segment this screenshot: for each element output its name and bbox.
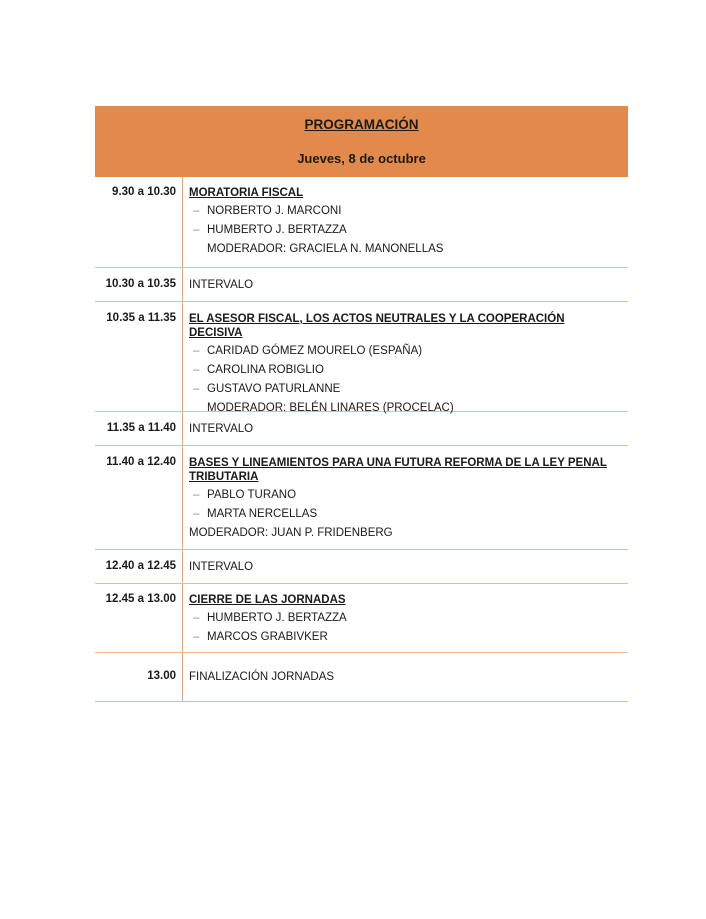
speaker-name: MARCOS GRABIVKER (207, 631, 328, 643)
session-topic: MORATORIA FISCAL (189, 187, 304, 199)
speaker-name: HUMBERTO J. BERTAZZA (207, 612, 347, 624)
speaker-name: HUMBERTO J. BERTAZZA (207, 224, 347, 236)
time-slot: 12.40 a 12.45 (95, 550, 183, 583)
speaker-item (189, 609, 620, 628)
program-date: Jueves, 8 de octubre (297, 151, 426, 166)
time-slot: 11.40 a 12.40 (95, 446, 183, 549)
time-slot: 11.35 a 11.40 (95, 412, 183, 445)
session-content (183, 177, 628, 267)
speaker-name: CARIDAD GÓMEZ MOURELO (ESPAÑA) (207, 345, 423, 357)
session-content (183, 446, 628, 549)
dash-bullet-icon: – (193, 224, 200, 236)
moderator: MODERADOR: GRACIELA N. MANONELLAS (207, 243, 444, 255)
speaker-name: PABLO TURANO (207, 489, 297, 501)
moderator: MODERADOR: BELÉN LINARES (PROCELAC) (207, 402, 454, 414)
speaker-name: NORBERTO J. MARCONI (207, 205, 342, 217)
dash-bullet-icon: – (193, 364, 200, 376)
schedule-row (95, 653, 628, 702)
dash-bullet-icon: – (193, 631, 200, 643)
time-slot: 10.35 a 11.35 (95, 302, 183, 411)
schedule-row (95, 268, 628, 302)
dash-bullet-icon: – (193, 345, 200, 357)
speaker-item (189, 361, 620, 380)
dash-bullet-icon: – (193, 383, 200, 395)
dash-bullet-icon: – (193, 612, 200, 624)
session-text: FINALIZACIÓN JORNADAS (189, 671, 335, 683)
session-topic: EL ASESOR FISCAL, LOS ACTOS NEUTRALES Y LA COOPERACIÓN DECISIVA (189, 313, 565, 339)
speaker-list (189, 342, 620, 399)
speaker-item (189, 486, 620, 505)
moderator: MODERADOR: JUAN P. FRIDENBERG (189, 527, 393, 539)
program-document (95, 106, 628, 702)
schedule-row (95, 302, 628, 412)
program-title: PROGRAMACIÓN (304, 117, 419, 132)
time-slot: 13.00 (95, 653, 183, 701)
session-text: INTERVALO (189, 279, 254, 291)
time-slot: 10.30 a 10.35 (95, 268, 183, 301)
speaker-item (189, 342, 620, 361)
schedule-row (95, 412, 628, 446)
speaker-name: GUSTAVO PATURLANNE (207, 383, 341, 395)
speaker-item (189, 628, 620, 647)
speaker-item (189, 221, 620, 240)
speaker-list (189, 609, 620, 647)
schedule-row (95, 584, 628, 653)
schedule-row (95, 446, 628, 550)
time-slot: 12.45 a 13.00 (95, 584, 183, 652)
session-content (183, 302, 628, 414)
time-slot: 9.30 a 10.30 (95, 177, 183, 267)
session-topic: CIERRE DE LAS JORNADAS (189, 594, 346, 606)
dash-bullet-icon: – (193, 489, 200, 501)
speaker-item (189, 380, 620, 399)
dash-bullet-icon: – (193, 508, 200, 520)
schedule-row (95, 177, 628, 268)
speaker-list (189, 486, 620, 524)
program-header (95, 106, 628, 177)
speaker-item (189, 505, 620, 524)
dash-bullet-icon: – (193, 205, 200, 217)
session-text: INTERVALO (189, 423, 254, 435)
speaker-list (189, 202, 620, 240)
speaker-name: CAROLINA ROBIGLIO (207, 364, 324, 376)
session-content (183, 584, 628, 652)
schedule-row (95, 550, 628, 584)
session-topic: BASES Y LINEAMIENTOS PARA UNA FUTURA REFORMA DE LA LEY PENAL TRIBUTARIA (189, 457, 607, 483)
speaker-item (189, 202, 620, 221)
session-text: INTERVALO (189, 561, 254, 573)
speaker-name: MARTA NERCELLAS (207, 508, 318, 520)
